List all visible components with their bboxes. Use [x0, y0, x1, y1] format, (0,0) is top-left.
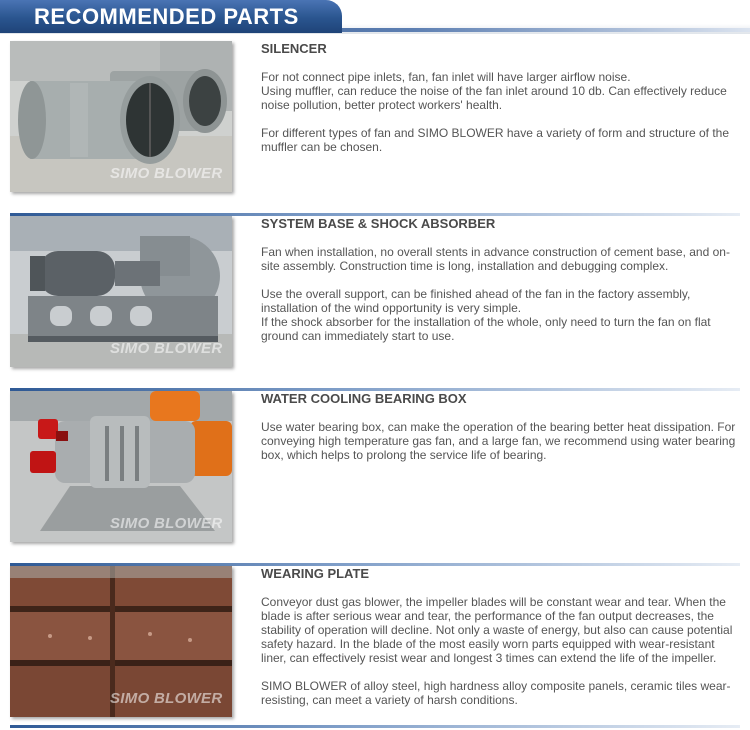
- item-title: SYSTEM BASE & SHOCK ABSORBER: [261, 216, 496, 231]
- section-banner: [0, 0, 750, 34]
- part-item-system-base: [0, 216, 750, 391]
- item-paragraph: Use the overall support, can be finished ahead of the fan in the factory assembly, installation of the wind opportunity is very simple.: [261, 287, 691, 315]
- part-item-wearing-plate: [0, 566, 750, 730]
- item-paragraph: If the shock absorber for the installation of the whole, only need to turn the fan on flat ground can immediately start to use.: [261, 315, 711, 343]
- item-title: SILENCER: [261, 41, 327, 56]
- water-cooling-photo: [10, 391, 232, 542]
- section-title: RECOMMENDED PARTS: [34, 4, 299, 29]
- item-separator: [10, 725, 740, 728]
- item-paragraph: For different types of fan and SIMO BLOWER have a variety of form and structure of the muffler can be chosen.: [261, 126, 729, 154]
- part-item-silencer: [0, 41, 750, 216]
- system-base-photo: [10, 216, 232, 367]
- item-title: WATER COOLING BEARING BOX: [261, 391, 467, 406]
- item-paragraph: Using muffler, can reduce the noise of the fan inlet around 10 db. Can effectively reduce noise pollution, better protect workers' health.: [261, 84, 727, 112]
- watermark: SIMO BLOWER: [110, 340, 223, 357]
- item-paragraph: Conveyor dust gas blower, the impeller blades will be constant wear and tear. When the blade is after serious wear and tear, the performance of the fan output decreases, the stability of operation will decline. Not only a waste of energy, but also can cause potential safety hazard. In the blade of the most easily worn parts equipped with wear-resistant liner, can effectively resist wear and longest 3 times can extend the life of the impeller.: [261, 595, 733, 665]
- item-paragraph: Fan when installation, no overall stents in advance construction of cement base, and on-site assembly. Construction time is long, installation and debugging complex.: [261, 245, 730, 273]
- watermark: SIMO BLOWER: [110, 515, 223, 532]
- watermark: SIMO BLOWER: [110, 690, 223, 707]
- wearing-plate-photo: [10, 566, 232, 717]
- silencer-photo: [10, 41, 232, 192]
- part-item-water-cooling: [0, 391, 750, 566]
- watermark: SIMO BLOWER: [110, 165, 223, 182]
- item-paragraph: Use water bearing box, can make the operation of the bearing better heat dissipation. For conveying high temperature gas fan, and a large fan, we recommend using water bearing box, which helps to prolong the service life of bearing.: [261, 420, 736, 462]
- item-paragraph: For not connect pipe inlets, fan, fan inlet will have larger airflow noise.: [261, 70, 631, 84]
- item-paragraph: SIMO BLOWER of alloy steel, high hardness alloy composite panels, ceramic tiles wear-resisting, can meet a variety of harsh conditions.: [261, 679, 731, 707]
- item-title: WEARING PLATE: [261, 566, 370, 581]
